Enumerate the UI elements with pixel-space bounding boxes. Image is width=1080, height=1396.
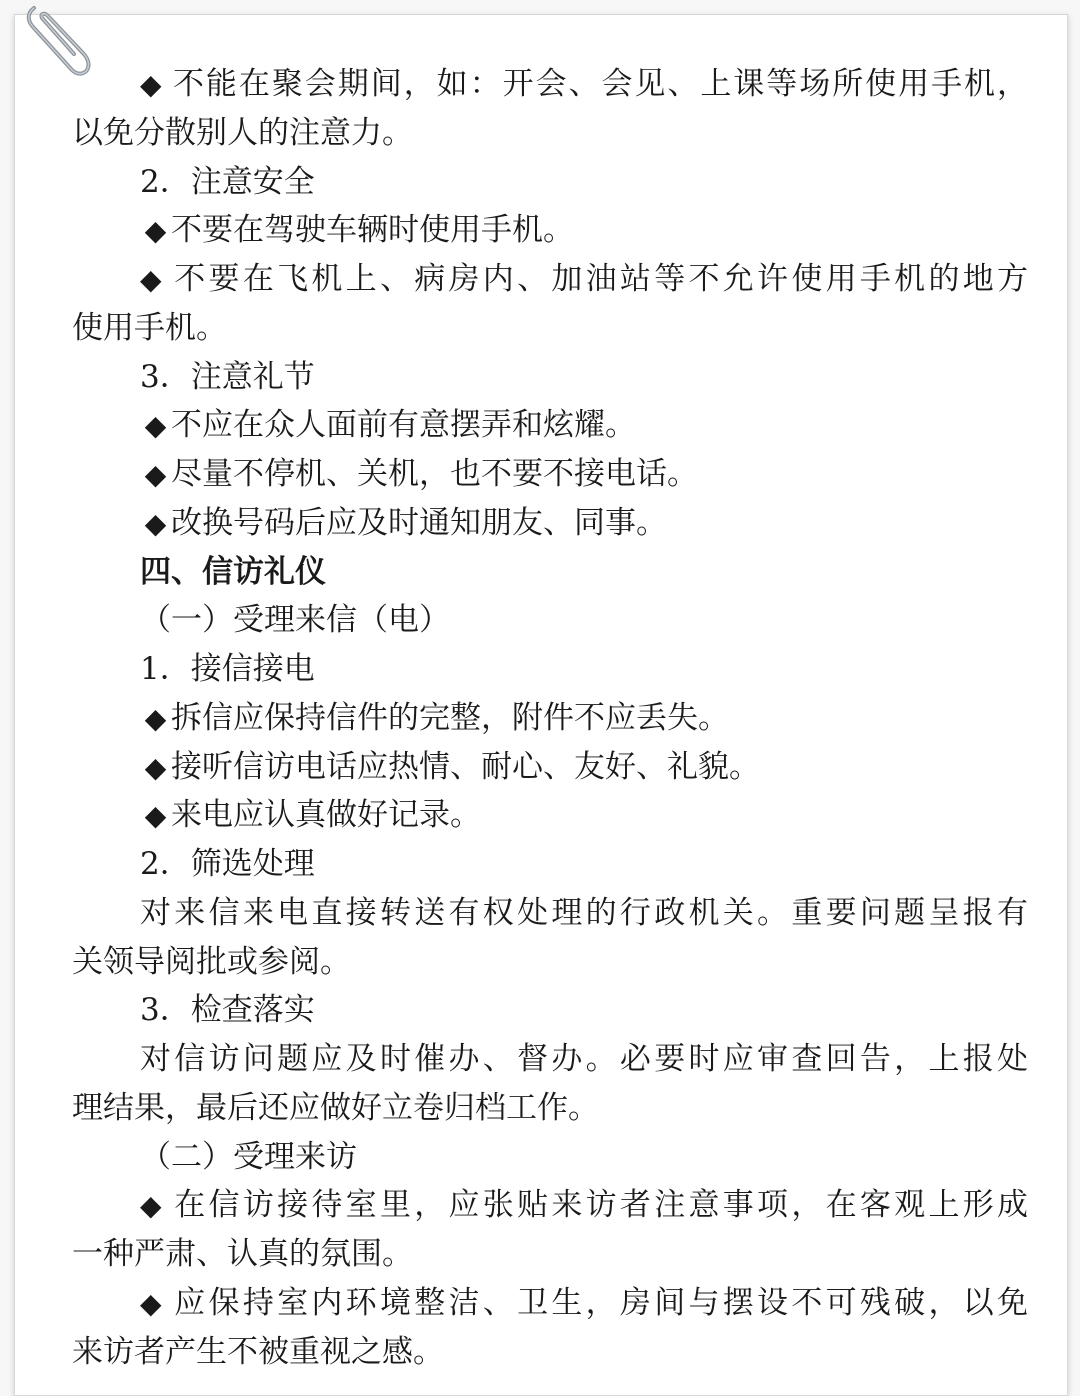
line-text: 2．注意安全	[140, 164, 315, 200]
text-line	[140, 600, 450, 640]
line-text: 四、信访礼仪	[140, 554, 326, 590]
line-text: 理结果，最后还应做好立卷归档工作。	[72, 1090, 599, 1126]
text-line	[140, 357, 315, 397]
line-text: 拆信应保持信件的完整，附件不应丢失。	[171, 700, 729, 736]
diamond-bullet-icon: ◆	[140, 1189, 162, 1222]
line-text: 2．筛选处理	[140, 846, 315, 882]
text-line	[140, 552, 326, 592]
line-text: 不应在众人面前有意摆弄和炫耀。	[171, 407, 636, 443]
line-text: 不要在驾驶车辆时使用手机。	[171, 212, 574, 248]
diamond-bullet-icon: ◆	[144, 458, 167, 491]
text-line	[140, 844, 315, 884]
bullet-line	[140, 795, 481, 836]
text-line	[72, 942, 351, 982]
diamond-bullet-icon: ◆	[144, 214, 167, 247]
paperclip-icon	[20, 2, 92, 80]
diamond-bullet-icon: ◆	[140, 68, 162, 101]
text-line	[72, 1088, 599, 1128]
bullet-line	[140, 64, 1028, 105]
line-text: 以免分散别人的注意力。	[72, 115, 413, 151]
line-text: 改换号码后应及时通知朋友、同事。	[171, 505, 667, 541]
text-line	[140, 162, 315, 202]
bullet-line	[140, 1283, 1028, 1324]
text-line	[72, 1234, 413, 1274]
diamond-bullet-icon: ◆	[144, 702, 167, 735]
text-line	[140, 990, 315, 1030]
line-text: 一种严肃、认真的氛围。	[72, 1236, 413, 1272]
bullet-line	[140, 698, 729, 739]
line-text: 对来信来电直接转送有权处理的行政机关。重要问题呈报有	[140, 895, 1028, 931]
diamond-bullet-icon: ◆	[144, 507, 167, 540]
text-line	[140, 893, 1028, 933]
line-text: 尽量不停机、关机，也不要不接电话。	[171, 456, 698, 492]
line-text: （二）受理来访	[140, 1139, 357, 1175]
text-line	[140, 649, 315, 689]
line-text: 在信访接待室里，应张贴来访者注意事项，在客观上形成	[171, 1187, 1028, 1223]
diamond-bullet-icon: ◆	[140, 263, 162, 296]
line-text: 关领导阅批或参阅。	[72, 944, 351, 980]
bullet-line	[140, 503, 667, 544]
line-text: （一）受理来信（电）	[140, 602, 450, 638]
text-line	[140, 1137, 357, 1177]
line-text: 不能在聚会期间，如：开会、会见、上课等场所使用手机，	[171, 66, 1028, 102]
diamond-bullet-icon: ◆	[144, 409, 167, 442]
diamond-bullet-icon: ◆	[144, 751, 167, 784]
bullet-line	[140, 1185, 1028, 1226]
line-text: 来电应认真做好记录。	[171, 797, 481, 833]
line-text: 3．注意礼节	[140, 359, 315, 395]
line-text: 对信访问题应及时催办、督办。必要时应审查回告，上报处	[140, 1041, 1028, 1077]
bullet-line	[140, 454, 698, 495]
text-line	[72, 113, 413, 153]
diamond-bullet-icon: ◆	[140, 1287, 162, 1320]
bullet-line	[140, 259, 1028, 300]
text-line	[72, 1332, 444, 1372]
text-line	[140, 1039, 1028, 1079]
text-line	[72, 308, 227, 348]
line-text: 接听信访电话应热情、耐心、友好、礼貌。	[171, 749, 760, 785]
line-text: 应保持室内环境整洁、卫生，房间与摆设不可残破，以免	[171, 1285, 1028, 1321]
line-text: 不要在飞机上、病房内、加油站等不允许使用手机的地方	[171, 261, 1028, 297]
diamond-bullet-icon: ◆	[144, 799, 167, 832]
line-text: 3．检查落实	[140, 992, 315, 1028]
bullet-line	[140, 210, 574, 251]
bullet-line	[140, 747, 760, 788]
bullet-line	[140, 405, 636, 446]
line-text: 使用手机。	[72, 310, 227, 346]
line-text: 1．接信接电	[140, 651, 315, 687]
line-text: 来访者产生不被重视之感。	[72, 1334, 444, 1370]
